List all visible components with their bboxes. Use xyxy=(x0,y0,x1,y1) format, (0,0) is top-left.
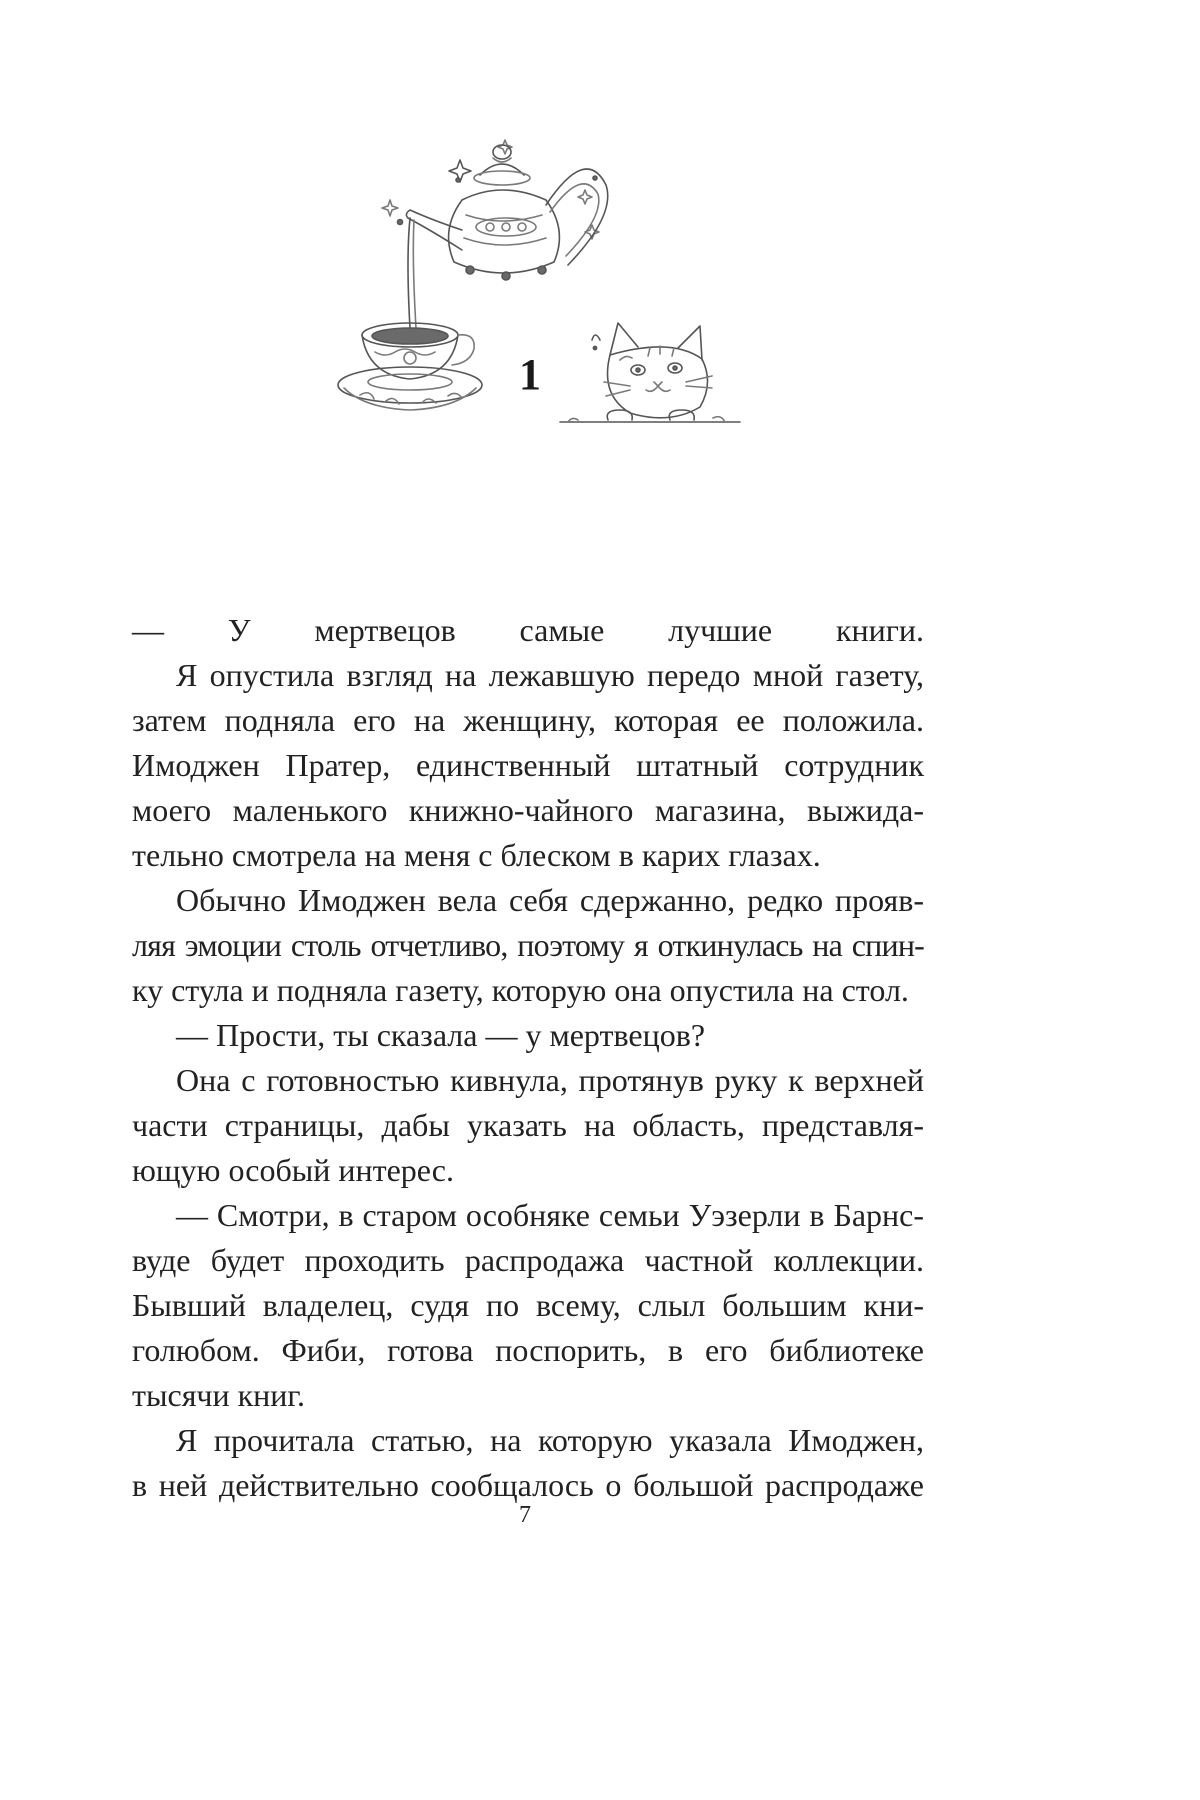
text-line: Бывший владелец, судя по всему, слыл большим кни- xyxy=(132,1287,924,1323)
text-line: Я опустила взгляд на лежавшую передо мной газету, xyxy=(176,657,924,693)
text-line: тысячи книг. xyxy=(132,1377,305,1413)
text-line: — Смотри, в старом особняке семьи Уэзерли в Барнс- xyxy=(176,1197,924,1233)
text-line: моего маленького книжно-чайного магазина, выжида- xyxy=(132,792,924,828)
text-line: Обычно Имоджен вела себя сдержанно, редко прояв- xyxy=(176,882,924,918)
chapter-number: 1 xyxy=(519,350,541,399)
text-line: голюбом. Фиби, готова поспорить, в его библиотеке xyxy=(132,1332,924,1368)
text-line: Я прочитала статью, на которую указала Имоджен, xyxy=(176,1422,924,1458)
body-text xyxy=(132,608,924,1508)
text-line: тельно смотрела на меня с блеском в карих глазах. xyxy=(132,837,821,873)
text-line: в ней действительно сообщалось о большой распродаже xyxy=(132,1467,924,1503)
text-line: вуде будет проходить распродажа частной коллекции. xyxy=(132,1242,924,1278)
text-line: затем подняла его на женщину, которая ее положила. xyxy=(132,702,924,738)
text-line: — У мертвецов самые лучшие книги. xyxy=(132,612,924,648)
text-line: Имоджен Пратер, единственный штатный сотрудник xyxy=(132,747,924,783)
text-line: Она с готовностью кивнула, протянув руку к верхней xyxy=(176,1062,924,1098)
text-line: ляя эмоции столь отчетливо, поэтому я откинулась на спин- xyxy=(132,927,924,963)
text-line: ющую особый интерес. xyxy=(132,1152,454,1188)
chapter-illustration xyxy=(330,130,750,450)
text-line: ку стула и подняла газету, которую она опустила на стол. xyxy=(132,972,909,1008)
teapot-teacup-cat-icon xyxy=(330,130,750,450)
page-number: 7 xyxy=(519,1502,531,1528)
text-line: части страницы, дабы указать на область, представля- xyxy=(132,1107,924,1143)
text-line: — Прости, ты сказала — у мертвецов? xyxy=(176,1017,706,1053)
